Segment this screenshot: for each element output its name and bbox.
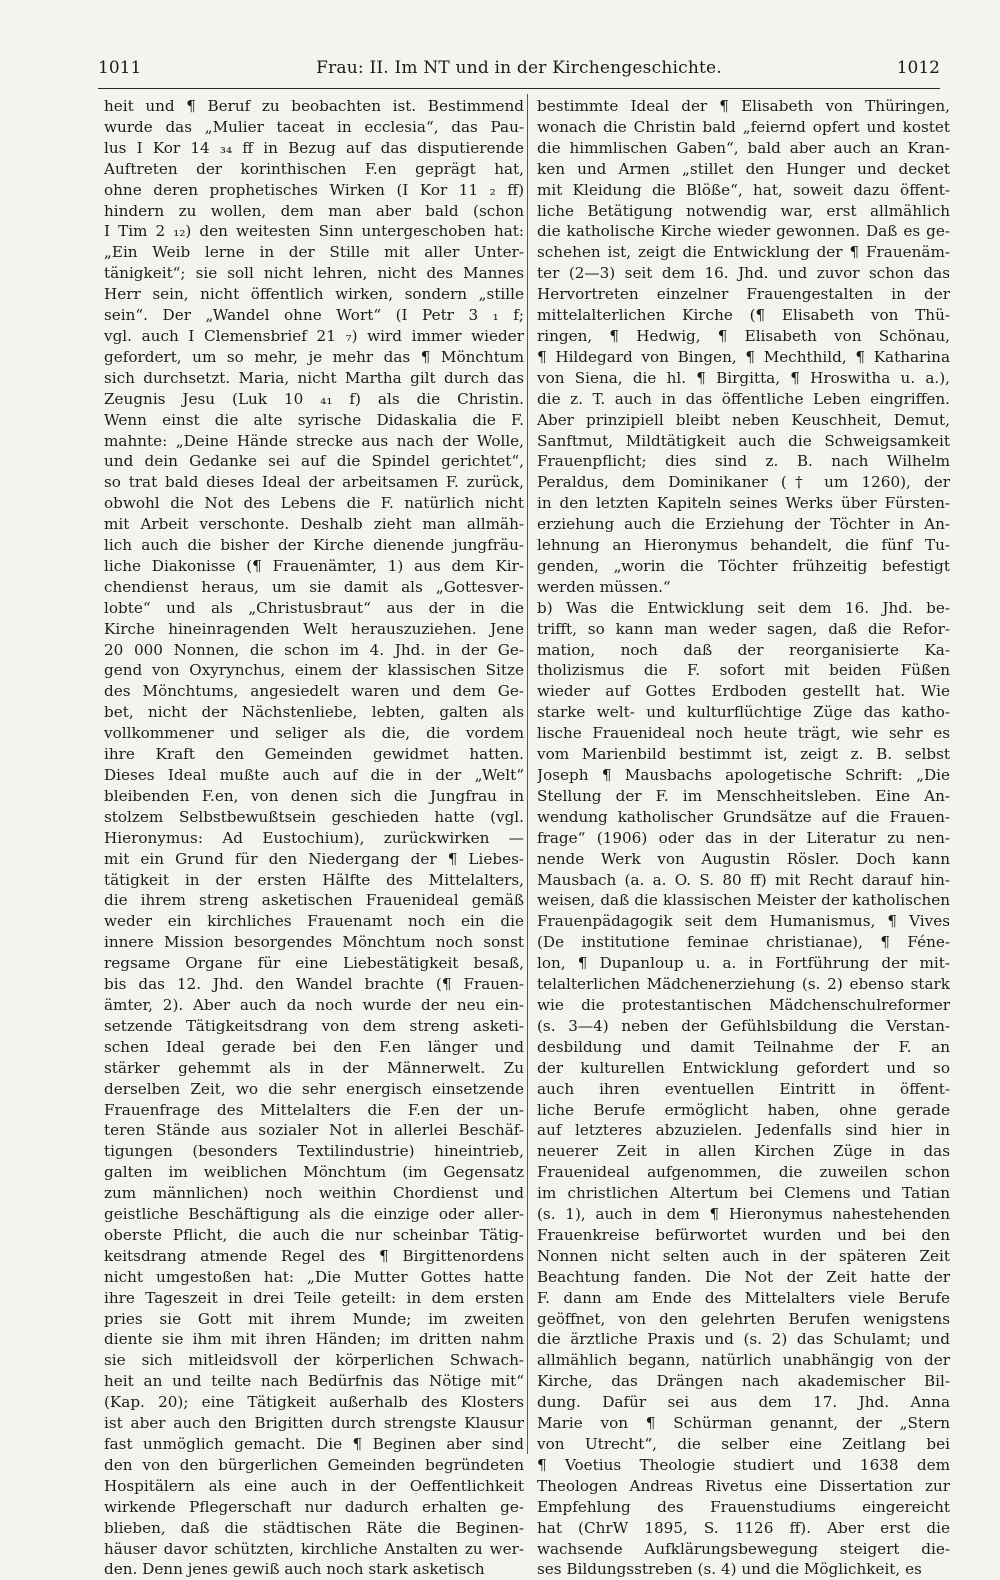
text-line: vgl. auch I Clemensbrief 21 ₇) wird immer wieder	[104, 326, 524, 345]
text-line: Hieronymus: Ad Eustochium), zurückwirken —	[104, 828, 524, 847]
running-header	[98, 58, 940, 84]
running-title: Frau: II. Im NT und in der Kirchengeschichte.	[316, 58, 722, 78]
text-line: stärker gehemmt als in der Männerwelt. Zu	[104, 1058, 524, 1077]
text-line: Wenn einst die alte syrische Didaskalia die F.	[104, 410, 524, 429]
text-line: ken und Armen „stillet den Hunger und decket	[537, 159, 950, 178]
text-line: der kulturellen Entwicklung gefordert und so	[537, 1058, 950, 1077]
text-line: ämter, 2). Aber auch da noch wurde der neu ein-	[104, 995, 524, 1014]
text-line: schen Ideal gerade bei den F.en länger und	[104, 1037, 524, 1056]
text-line: wonach die Christin bald „feiernd opfert und kostet	[537, 117, 950, 136]
text-line: wie die protestantischen Mädchenschulreformer	[537, 995, 950, 1014]
text-line: ist aber auch den Brigitten durch strengste Klausur	[104, 1414, 524, 1433]
text-line: Frauenkreise befürwortet wurden und bei den	[537, 1225, 950, 1244]
text-line: liche Diakonisse (¶ Frauenämter, 1) aus dem Kir-	[104, 556, 524, 575]
text-line: die ihrem streng asketischen Frauenideal gemäß	[104, 891, 524, 910]
text-line: Mausbach (a. a. O. S. 80 ff) mit Recht darauf hin-	[537, 870, 950, 889]
left-page-number: 1011	[98, 58, 142, 78]
text-line: diente sie ihm mit ihren Händen; im dritten nahm	[104, 1330, 524, 1349]
text-line: F. dann am Ende des Mittelalters viele Berufe	[537, 1288, 950, 1307]
text-line: lehnung an Hieronymus behandelt, die fünf Tu-	[537, 536, 950, 555]
text-line: und dein Gedanke sei auf die Spindel gerichtet“,	[104, 452, 524, 471]
text-line: Frauenideal aufgenommen, die zuweilen schon	[537, 1163, 950, 1182]
text-line: Kirche hineinragenden Welt herauszuziehen. Jene	[104, 619, 524, 638]
text-line: starke welt- und kulturflüchtige Züge das katho-	[537, 703, 950, 722]
text-line: Hospitälern als eine auch in der Oeffentlichkeit	[104, 1476, 524, 1495]
text-line: wurde das „Mulier taceat in ecclesia“, das Pau-	[104, 117, 524, 136]
text-line: tigungen (besonders Textilindustrie) hineintrieb,	[104, 1142, 524, 1161]
text-line: bis das 12. Jhd. den Wandel brachte (¶ Frauen-	[104, 975, 524, 994]
column-divider	[527, 94, 528, 1454]
text-line: Theologen Andreas Rivetus eine Dissertation zur	[537, 1476, 950, 1495]
text-line: Joseph ¶ Mausbachs apologetische Schrift: „Die	[537, 766, 950, 784]
header-rule	[98, 88, 940, 89]
text-line: wachsende Aufklärungsbewegung steigert die-	[537, 1539, 950, 1558]
text-line: sein“. Der „Wandel ohne Wort“ (I Petr 3 ₁ f;	[104, 306, 524, 325]
text-line: fast unmöglich gemacht. Die ¶ Beginen aber sind	[104, 1435, 524, 1453]
text-line: Stellung der F. im Menschheitsleben. Eine An-	[537, 786, 950, 805]
text-line: nende Werk von Augustin Rösler. Doch kann	[537, 849, 950, 868]
text-line: den. Denn jenes gewiß auch noch stark asketisch	[104, 1560, 485, 1579]
text-line: schehen ist, zeigt die Entwicklung der ¶ Frauenäm-	[537, 243, 950, 262]
text-line: pries sie Gott mit ihrem Munde; im zweiten	[104, 1309, 524, 1328]
text-line: hat (ChrW 1895, S. 1126 ff). Aber erst die	[537, 1518, 950, 1537]
text-line: geistliche Beschäftigung als die einzige oder aller-	[104, 1205, 524, 1224]
text-line: gend von Oxyrynchus, einem der klassischen Sitze	[104, 661, 524, 680]
text-line: lich auch die bisher der Kirche dienende jungfräu-	[104, 536, 524, 555]
text-line: I Tim 2 ₁₂) den weitesten Sinn untergeschoben hat:	[104, 222, 524, 241]
text-line: vollkommener und seliger als die, die vordem	[104, 724, 524, 743]
text-line: teren Stände aus sozialer Not in allerlei Beschäf-	[104, 1121, 524, 1140]
text-line: Frauenpädagogik seit dem Humanismus, ¶ Vives	[537, 912, 950, 931]
left-column	[104, 96, 524, 1580]
text-line: wirkende Pflegerschaft nur dadurch erhalten ge-	[104, 1497, 524, 1516]
text-line: ter (2—3) seit dem 16. Jhd. und zuvor schon das	[537, 264, 950, 283]
text-line: innere Mission besorgendes Mönchtum noch sonst	[104, 933, 524, 952]
text-line: genden, „worin die Töchter frühzeitig befestigt	[537, 556, 950, 575]
text-line: blieben, daß die städtischen Räte die Beginen-	[104, 1518, 524, 1537]
text-line: des Mönchtums, angesiedelt waren und dem Ge-	[104, 682, 524, 701]
text-line: heit und ¶ Beruf zu beobachten ist. Bestimmend	[104, 97, 524, 115]
text-line: bet, nicht der Nächstenliebe, lebten, galten als	[104, 703, 524, 722]
text-line: Beachtung fanden. Die Not der Zeit hatte der	[537, 1267, 950, 1286]
text-line: Hervortreten einzelner Frauengestalten in der	[537, 285, 950, 304]
text-line: vom Marienbild bestimmt ist, zeigt z. B. selbst	[537, 745, 950, 764]
text-line: die katholische Kirche wieder gewonnen. Daß es ge-	[537, 222, 950, 241]
text-line: „Ein Weib lerne in der Stille mit aller Unter-	[104, 243, 524, 262]
text-line: ses Bildungsstreben (s. 4) und die Möglichkeit, es	[537, 1560, 922, 1579]
right-column	[537, 96, 950, 1580]
text-line: Kirche, das Drängen nach akademischer Bil-	[537, 1372, 950, 1391]
text-line: mit Kleidung die Blöße“, hat, soweit dazu öffent-	[537, 180, 950, 199]
text-line: lobte“ und als „Christusbraut“ aus der in die	[104, 598, 524, 617]
text-line: bleibenden F.en, von denen sich die Jungfrau in	[104, 786, 524, 805]
text-line: stolzem Selbstbewußtsein geschieden hatte (vgl.	[104, 807, 524, 826]
text-line: telalterlichen Mädchenerziehung (s. 2) ebenso stark	[537, 975, 950, 994]
text-line: derselben Zeit, wo die sehr energisch einsetzende	[104, 1079, 524, 1098]
right-page-number: 1012	[896, 58, 940, 78]
text-line: mit Arbeit verschonte. Deshalb zieht man allmäh-	[104, 515, 524, 534]
text-line: lon, ¶ Dupanloup u. a. in Fortführung der mit-	[537, 954, 950, 973]
text-line: ihre Kraft den Gemeinden gewidmet hatten.	[104, 745, 524, 764]
text-line: galten im weiblichen Mönchtum (im Gegensatz	[104, 1163, 524, 1182]
text-line: Frauenpflicht; dies sind z. B. nach Wilhelm	[537, 452, 950, 471]
text-line: auf letzteres abzuzielen. Jedenfalls sind hier in	[537, 1121, 950, 1140]
text-line: weisen, daß die klassischen Meister der katholischen	[537, 891, 950, 910]
text-line: ihre Tageszeit in drei Teile geteilt: in dem ersten	[104, 1288, 524, 1307]
text-line: chendienst heraus, um sie damit als „Gottesver-	[104, 577, 524, 596]
text-line: weder ein kirchliches Frauenamt noch ein die	[104, 912, 524, 931]
text-line: von Utrecht“, die selber eine Zeitlang bei	[537, 1435, 950, 1453]
text-line: die ärztliche Praxis und (s. 2) das Schulamt; und	[537, 1330, 950, 1349]
text-line: auch ihren eventuellen Eintritt in öffent-	[537, 1079, 950, 1098]
text-line: desbildung und damit Teilnahme der F. an	[537, 1037, 950, 1056]
text-line: liche Betätigung notwendig war, erst allmählich	[537, 201, 950, 220]
text-line: Sanftmut, Mildtätigkeit auch die Schweigsamkeit	[537, 431, 950, 450]
text-line: wieder auf Gottes Erdboden gestellt hat. Wie	[537, 682, 950, 701]
text-line: geöffnet, von den gelehrten Berufen wenigstens	[537, 1309, 950, 1328]
text-line: den von den bürgerlichen Gemeinden begründeten	[104, 1455, 524, 1474]
text-line: zum männlichen) noch weithin Chordienst und	[104, 1184, 524, 1203]
text-line: b) Was die Entwicklung seit dem 16. Jhd. be-	[537, 598, 950, 617]
text-line: Dieses Ideal mußte auch auf die in der „Welt“	[104, 766, 524, 784]
text-line: obwohl die Not des Lebens die F. natürlich nicht	[104, 494, 524, 513]
text-line: heit an und teilte nach Bedürfnis das Nötige mit“	[104, 1372, 524, 1391]
text-line: neuerer Zeit in allen Kirchen Züge in das	[537, 1142, 950, 1161]
text-line: ¶ Hildegard von Bingen, ¶ Mechthild, ¶ Katharina	[537, 347, 950, 366]
text-line: werden müssen.“	[537, 577, 671, 596]
text-line: allmählich begann, natürlich unabhängig von der	[537, 1351, 950, 1370]
text-line: Frauenfrage des Mittelalters die F.en der un-	[104, 1100, 524, 1119]
text-line: setzende Tätigkeitsdrang von dem streng asketi-	[104, 1016, 524, 1035]
text-line: wendung katholischer Grundsätze auf die Frauen-	[537, 807, 950, 826]
text-line: lus I Kor 14 ₃₄ ff in Bezug auf das disputierende	[104, 138, 524, 157]
text-line: Herr sein, nicht öffentlich wirken, sondern „stille	[104, 285, 524, 304]
text-line: die z. T. auch in das öffentliche Leben eingriffen.	[537, 389, 950, 408]
text-line: 20 000 Nonnen, die schon im 4. Jhd. in der Ge-	[104, 640, 524, 659]
text-line: (s. 1), auch in dem ¶ Hieronymus nahestehenden	[537, 1205, 950, 1224]
text-line: nicht umgestoßen hat: „Die Mutter Gottes hatte	[104, 1267, 524, 1286]
text-line: keitsdrang atmende Regel des ¶ Birgittenordens	[104, 1246, 524, 1265]
text-line: (Kap. 20); eine Tätigkeit außerhalb des Klosters	[104, 1393, 524, 1412]
text-line: Empfehlung des Frauenstudiums eingereicht	[537, 1497, 950, 1516]
text-line: bestimmte Ideal der ¶ Elisabeth von Thüringen,	[537, 97, 950, 115]
text-line: tätigkeit in der ersten Hälfte des Mittelalters,	[104, 870, 524, 889]
text-line: regsame Organe für eine Liebestätigkeit besaß,	[104, 954, 524, 973]
text-line: so trat bald dieses Ideal der arbeitsamen F. zurück,	[104, 473, 524, 492]
text-line: Nonnen nicht selten auch in der späteren Zeit	[537, 1246, 950, 1265]
text-line: sie sich mitleidsvoll der körperlichen Schwach-	[104, 1351, 524, 1370]
text-line: trifft, so kann man weder sagen, daß die Refor-	[537, 619, 950, 638]
text-line: dung. Dafür sei aus dem 17. Jhd. Anna	[537, 1393, 950, 1412]
text-line: (s. 3—4) neben der Gefühlsbildung die Verstan-	[537, 1016, 950, 1035]
text-line: tholizismus die F. sofort mit beiden Füßen	[537, 661, 950, 680]
text-line: tänigkeit“; sie soll nicht lehren, nicht des Mannes	[104, 264, 524, 283]
text-line: ringen, ¶ Hedwig, ¶ Elisabeth von Schönau,	[537, 326, 950, 345]
text-line: von Siena, die hl. ¶ Birgitta, ¶ Hroswitha u. a.),	[537, 368, 950, 387]
text-line: Auftreten der korinthischen F.en geprägt hat,	[104, 159, 524, 178]
text-line: Aber prinzipiell bleibt neben Keuschheit, Demut,	[537, 410, 950, 429]
text-line: im christlichen Altertum bei Clemens und Tatian	[537, 1184, 950, 1203]
text-line: erziehung auch die Erziehung der Töchter in An-	[537, 515, 950, 534]
text-line: mahnte: „Deine Hände strecke aus nach der Wolle,	[104, 431, 524, 450]
text-line: sich durchsetzt. Maria, nicht Martha gilt durch das	[104, 368, 524, 387]
text-line: ¶ Voetius Theologie studiert und 1638 dem	[537, 1455, 950, 1474]
text-line: häuser davor schützten, kirchliche Anstalten zu wer-	[104, 1539, 524, 1558]
text-line: mit ein Grund für den Niedergang der ¶ Liebes-	[104, 849, 524, 868]
text-line: frage“ (1906) oder das in der Literatur zu nen-	[537, 828, 950, 847]
text-line: lische Frauenideal noch heute trägt, wie sehr es	[537, 724, 950, 743]
text-line: mation, noch daß der reorganisierte Ka-	[537, 640, 950, 659]
text-line: die himmlischen Gaben“, bald aber auch an Kran-	[537, 138, 950, 157]
text-line: Zeugnis Jesu (Luk 10 ₄₁ f) als die Christin.	[104, 389, 524, 408]
text-line: hindern zu wollen, dem man aber bald (schon	[104, 201, 524, 220]
text-line: gefordert, um so mehr, je mehr das ¶ Mönchtum	[104, 347, 524, 366]
text-line: mittelalterlichen Kirche (¶ Elisabeth von Thü-	[537, 306, 950, 325]
text-line: liche Berufe ermöglicht haben, ohne gerade	[537, 1100, 950, 1119]
text-line: in den letzten Kapiteln seines Werks über Fürsten-	[537, 494, 950, 513]
text-line: oberste Pflicht, die auch die nur scheinbar Tätig-	[104, 1225, 524, 1244]
text-line: Marie von ¶ Schürman genannt, der „Stern	[537, 1414, 950, 1433]
text-line: (De institutione feminae christianae), ¶ Féne-	[537, 933, 950, 952]
text-line: ohne deren prophetisches Wirken (I Kor 11 ₂ ff)	[104, 180, 524, 199]
text-line: Peraldus, dem Dominikaner († um 1260), der	[537, 473, 950, 492]
